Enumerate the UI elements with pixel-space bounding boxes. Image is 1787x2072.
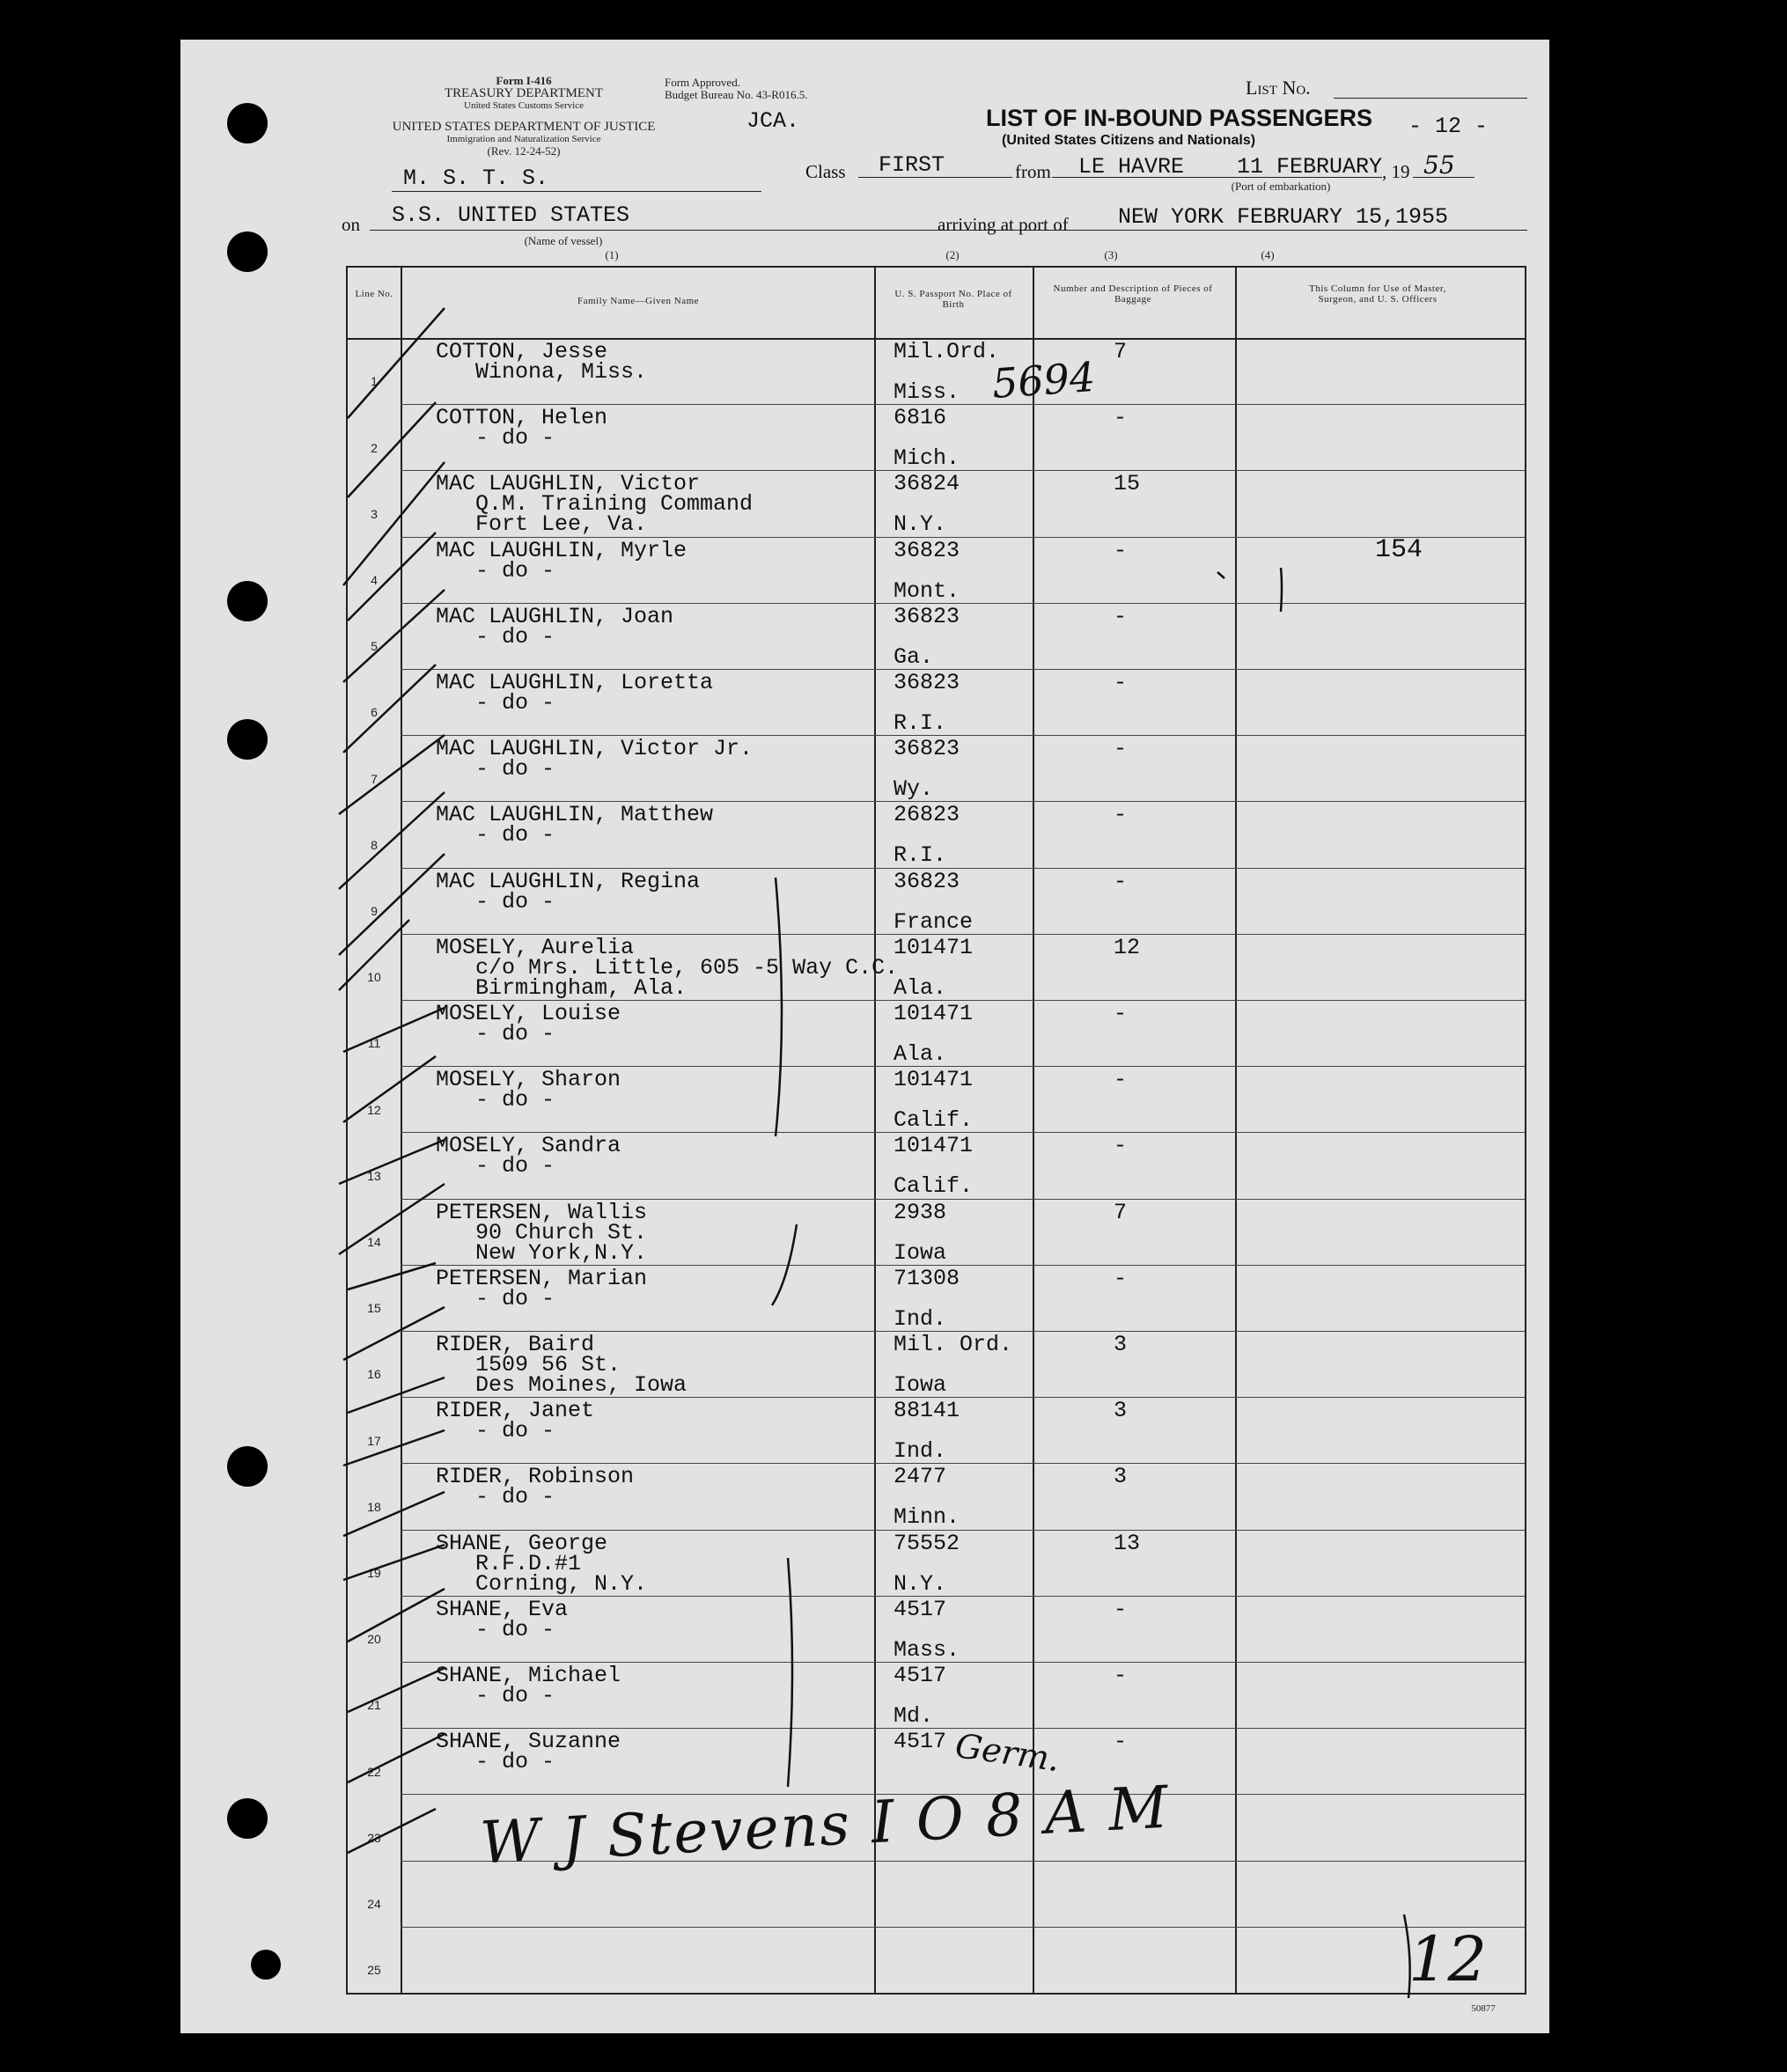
passenger-name: MAC LAUGHLIN, Victor Q.M. Training Command Fort Lee, Va.: [436, 471, 754, 538]
place-of-birth: Iowa: [894, 1239, 947, 1266]
baggage-count: -: [1114, 1001, 1128, 1026]
col-number-2: (2): [945, 248, 960, 261]
baggage-count: 13: [1114, 1530, 1141, 1556]
line-number: 16: [367, 1367, 381, 1382]
passport-number: Mil.Ord.: [894, 339, 1000, 364]
place-of-birth: Mass.: [894, 1636, 960, 1663]
passport-number: 101471: [894, 1133, 974, 1159]
place-of-birth: Wy.: [894, 776, 934, 803]
immigration-service: Immigration and Naturalization Service: [446, 134, 601, 144]
justice-dept: UNITED STATES DEPARTMENT OF JUSTICE: [392, 120, 656, 134]
place-of-birth: Ga.: [894, 643, 934, 670]
baggage-count: -: [1114, 1133, 1128, 1159]
from-date: 11 FEBRUARY: [1237, 154, 1383, 180]
place-of-birth: Calif.: [894, 1107, 974, 1134]
baggage-count: -: [1114, 603, 1128, 629]
line-number: 3: [371, 506, 378, 521]
document-subtitle: (United States Citizens and Nationals): [1002, 133, 1256, 148]
baggage-count: 7: [1114, 1199, 1128, 1225]
place-of-birth: R.I.: [894, 842, 947, 869]
baggage-count: 3: [1114, 1398, 1128, 1424]
place-of-birth: Ala.: [894, 974, 947, 1001]
passport-number: 36823: [894, 736, 960, 762]
passenger-name: MOSELY, Sandra - do -: [436, 1133, 621, 1179]
col-number-3: (3): [1104, 248, 1118, 261]
baggage-count: 3: [1114, 1464, 1128, 1490]
place-of-birth: Mich.: [894, 445, 960, 472]
line-number: 8: [371, 837, 378, 852]
place-of-birth: Calif.: [894, 1173, 974, 1200]
passenger-name: MOSELY, Aurelia c/o Mrs. Little, 605 -5 Way C.C. Birmingham, Ala.: [436, 934, 899, 1001]
line-number: 23: [367, 1830, 381, 1845]
line-number: 25: [367, 1963, 381, 1978]
col-number-1: (1): [605, 248, 619, 261]
baggage-count: 3: [1114, 1332, 1128, 1357]
handwritten-154: 154: [1375, 535, 1423, 565]
baggage-count: -: [1114, 802, 1128, 828]
vessel-label: (Name of vessel): [524, 234, 603, 247]
passport-number: 71308: [894, 1265, 960, 1291]
line-number: 7: [371, 771, 378, 786]
passenger-name: SHANE, Michael - do -: [436, 1663, 621, 1708]
baggage-count: -: [1114, 405, 1128, 431]
line-number: 5: [371, 639, 378, 654]
class-label: Class: [805, 161, 846, 182]
document-title: LIST OF IN-BOUND PASSENGERS: [986, 105, 1373, 131]
passenger-name: RIDER, Janet - do -: [436, 1398, 595, 1444]
year-value: 55: [1423, 151, 1455, 180]
on-label: on: [342, 214, 360, 235]
passport-number: 2477: [894, 1464, 947, 1490]
col-number-4: (4): [1261, 248, 1275, 261]
arriving-label: arriving at port of: [938, 214, 1069, 235]
line-number: 17: [367, 1433, 381, 1448]
passport-number: 75552: [894, 1530, 960, 1556]
passenger-name: MOSELY, Sharon - do -: [436, 1067, 621, 1113]
arriving-value: NEW YORK FEBRUARY 15,1955: [1118, 204, 1449, 230]
passport-number: 26823: [894, 802, 960, 828]
handwritten-germ: Germ.: [952, 1725, 1063, 1780]
line-number: 24: [367, 1896, 381, 1911]
line-number: 22: [367, 1764, 381, 1779]
passport-number: 36823: [894, 603, 960, 629]
passport-number: 36823: [894, 868, 960, 894]
line-number: 18: [367, 1499, 381, 1514]
treasury-dept: TREASURY DEPARTMENT: [444, 86, 604, 100]
passport-number: 4517: [894, 1663, 947, 1688]
passenger-name: MAC LAUGHLIN, Loretta - do -: [436, 670, 714, 716]
line-number: 14: [367, 1234, 381, 1249]
line-number: 6: [371, 705, 378, 720]
passenger-name: MAC LAUGHLIN, Victor Jr. - do -: [436, 736, 754, 783]
port-embark-label: (Port of embarkation): [1231, 180, 1331, 193]
baggage-count: -: [1114, 1265, 1128, 1291]
baggage-count: -: [1114, 736, 1128, 762]
passenger-name: SHANE, Eva - do -: [436, 1596, 569, 1642]
passenger-name: MAC LAUGHLIN, Regina - do -: [436, 868, 701, 915]
header-name: Family Name—Given Name: [577, 296, 700, 306]
check-marks: [180, 40, 1549, 2033]
line-number: 10: [367, 970, 381, 985]
budget-bureau: Budget Bureau No. 43-R016.5.: [665, 88, 808, 101]
baggage-count: -: [1114, 1729, 1128, 1755]
passenger-name: PETERSEN, Wallis 90 Church St. New York,N.Y.: [436, 1199, 648, 1266]
line-number: 4: [371, 572, 378, 587]
line-number: 12: [367, 1102, 381, 1117]
passenger-name: MAC LAUGHLIN, Joan - do -: [436, 603, 674, 650]
passenger-name: SHANE, Suzanne - do -: [436, 1729, 621, 1775]
passport-number: 6816: [894, 405, 947, 431]
list-number: - 12 -: [1408, 114, 1489, 139]
corner-number: 12: [1408, 1923, 1488, 1995]
baggage-count: -: [1114, 670, 1128, 695]
line-number: 13: [367, 1168, 381, 1183]
revision: (Rev. 12-24-52): [487, 144, 561, 158]
header-line-no: Line No.: [355, 289, 393, 299]
passenger-name: RIDER, Baird 1509 56 St. Des Moines, Iowa: [436, 1332, 688, 1398]
passport-number: 4517: [894, 1596, 947, 1622]
place-of-birth: Mont.: [894, 577, 960, 604]
passport-number: 101471: [894, 1067, 974, 1093]
place-of-birth: N.Y.: [894, 511, 947, 538]
list-no-label: List No.: [1246, 77, 1311, 99]
place-of-birth: R.I.: [894, 710, 947, 736]
place-of-birth: N.Y.: [894, 1570, 947, 1597]
baggage-count: -: [1114, 1596, 1128, 1622]
passport-number: 2938: [894, 1199, 947, 1225]
place-of-birth: Ind.: [894, 1438, 947, 1465]
line-number: 11: [367, 1036, 381, 1051]
handwritten-number: 5694: [990, 352, 1097, 408]
passenger-name: COTTON, Helen - do -: [436, 405, 608, 452]
vessel-name: S.S. UNITED STATES: [392, 202, 630, 228]
jca-code: JCA.: [746, 108, 800, 134]
line-number: 19: [367, 1565, 381, 1580]
line-number: 20: [367, 1632, 381, 1647]
passport-number: 88141: [894, 1398, 960, 1424]
line-number: 2: [371, 440, 378, 455]
place-of-birth: Iowa: [894, 1372, 947, 1398]
form-number: Form I-416: [496, 74, 552, 87]
passport-number: 36823: [894, 537, 960, 563]
passport-number: 36824: [894, 471, 960, 497]
from-port: LE HAVRE: [1078, 154, 1185, 180]
customs-service: United States Customs Service: [464, 100, 584, 111]
line-number: 21: [367, 1698, 381, 1713]
year-prefix: , 19: [1382, 161, 1410, 182]
passenger-name: RIDER, Robinson - do -: [436, 1464, 635, 1510]
passport-number: 4517: [894, 1729, 947, 1755]
place-of-birth: Ala.: [894, 1041, 947, 1067]
place-of-birth: France: [894, 908, 974, 935]
passenger-name: MAC LAUGHLIN, Matthew - do -: [436, 802, 714, 849]
place-of-birth: Miss.: [894, 379, 960, 405]
signature: W J Stevens I O 8 A M: [478, 1773, 1172, 1877]
class-value: FIRST: [879, 152, 945, 178]
passport-number: 101471: [894, 934, 974, 960]
passenger-name: MAC LAUGHLIN, Myrle - do -: [436, 537, 688, 584]
footer-code: 50877: [1471, 2003, 1496, 2014]
place-of-birth: Md.: [894, 1703, 934, 1729]
place-of-birth: Minn.: [894, 1504, 960, 1531]
line-number: 15: [367, 1301, 381, 1316]
passenger-name: SHANE, George R.F.D.#1 Corning, N.Y.: [436, 1530, 648, 1597]
baggage-count: -: [1114, 1663, 1128, 1688]
baggage-count: -: [1114, 868, 1128, 894]
baggage-count: 7: [1114, 339, 1128, 364]
msts: M. S. T. S.: [403, 165, 549, 191]
passenger-name: PETERSEN, Marian - do -: [436, 1265, 648, 1312]
passenger-name: MOSELY, Louise - do -: [436, 1001, 621, 1047]
line-number: 1: [371, 374, 378, 389]
from-label: from: [1015, 161, 1051, 182]
passport-number: Mil. Ord.: [894, 1332, 1013, 1357]
form-approved: Form Approved.: [665, 76, 740, 89]
header-officers: This Column for Use of Master, Surgeon, and U. S. Officers: [1309, 283, 1446, 305]
line-number: 9: [371, 903, 378, 918]
baggage-count: 12: [1114, 934, 1141, 960]
passenger-name: COTTON, Jesse Winona, Miss.: [436, 339, 648, 385]
document-page: [180, 40, 1549, 2033]
passport-number: 101471: [894, 1001, 974, 1026]
baggage-count: -: [1114, 1067, 1128, 1093]
passport-number: 36823: [894, 670, 960, 695]
header-passport: U. S. Passport No. Place of Birth: [894, 289, 1012, 310]
baggage-count: 15: [1114, 471, 1141, 497]
header-baggage: Number and Description of Pieces of Baggage: [1053, 283, 1213, 305]
baggage-count: -: [1114, 537, 1128, 563]
place-of-birth: Ind.: [894, 1305, 947, 1332]
